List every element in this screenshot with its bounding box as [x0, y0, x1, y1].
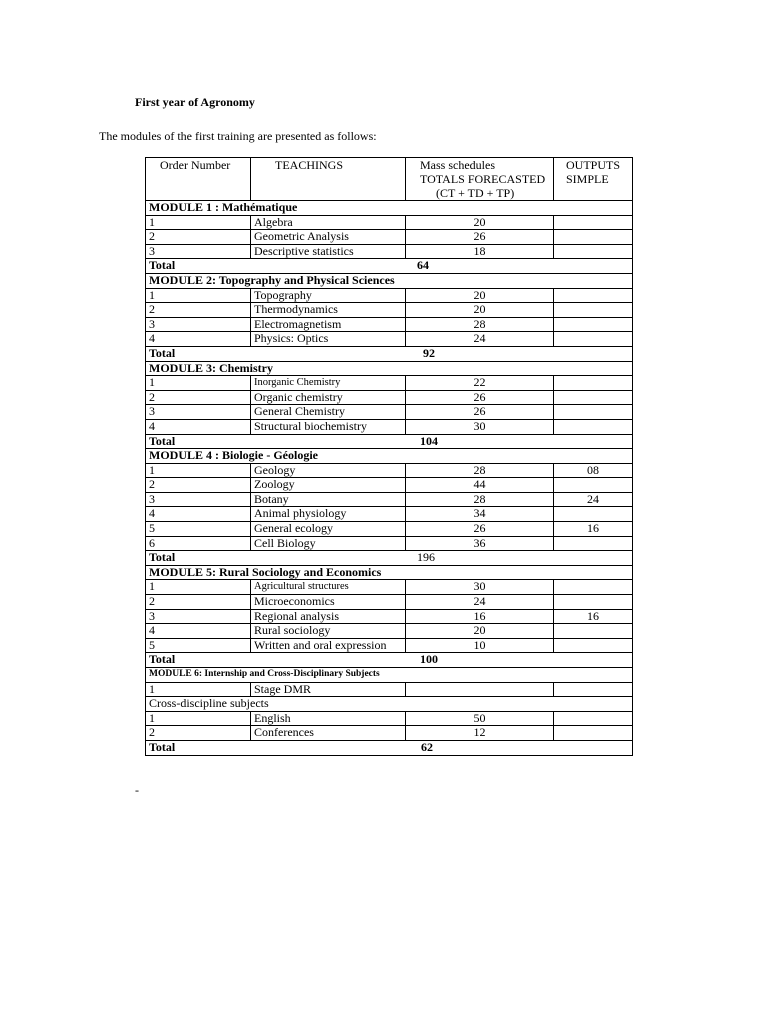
cross-discipline-row: Cross-discipline subjects [146, 697, 633, 712]
module-title-row: MODULE 1 : Mathématique [146, 201, 633, 216]
table-row: 4 Physics: Optics 24 [146, 332, 633, 347]
table-row: 5 General ecology 26 16 [146, 522, 633, 537]
modules-table [145, 157, 633, 756]
table-header-row [146, 158, 633, 201]
header-teachings: TEACHINGS [251, 158, 406, 201]
module-title-row: MODULE 2: Topography and Physical Sciences [146, 273, 633, 288]
header-mass-schedules: Mass schedules TOTALS FORECASTED (CT + TD + TP) [406, 158, 554, 201]
dash-mark: - [135, 783, 139, 797]
table-row: 3 Electromagnetism 28 [146, 317, 633, 332]
table-row: 1 Algebra 20 [146, 215, 633, 230]
table-row: 2 Conferences 12 [146, 726, 633, 741]
module-title-row: MODULE 5: Rural Sociology and Economics [146, 565, 633, 580]
table-row: 6 Cell Biology 36 [146, 536, 633, 551]
table-row: 2 Microeconomics 24 [146, 595, 633, 610]
table-row: 3 Descriptive statistics 18 [146, 244, 633, 259]
total-row: Total 100 [146, 653, 633, 668]
table-row: 3 General Chemistry 26 [146, 405, 633, 420]
table-row: 1 Topography 20 [146, 288, 633, 303]
table-row: 4 Animal physiology 34 [146, 507, 633, 522]
module-title-row: MODULE 4 : Biologie - Géologie [146, 449, 633, 464]
header-outputs: OUTPUTS SIMPLE [554, 158, 633, 201]
module-title-row: MODULE 6: Internship and Cross-Disciplinary Subjects [146, 668, 633, 683]
total-row: Total 62 [146, 740, 633, 755]
table-row: 1 Agricultural structures 30 [146, 580, 633, 595]
intro-text: The modules of the first training are presented as follows: [99, 129, 377, 143]
table-row: 1 Inorganic Chemistry 22 [146, 376, 633, 391]
table-row: 4 Rural sociology 20 [146, 624, 633, 639]
total-row: Total 64 [146, 259, 633, 274]
table-row: 3 Regional analysis 16 16 [146, 609, 633, 624]
total-row: Total 104 [146, 434, 633, 449]
header-order-number: Order Number [146, 158, 251, 201]
page-title: First year of Agronomy [135, 95, 255, 109]
module-title-row: MODULE 3: Chemistry [146, 361, 633, 376]
table-row: 1 Geology 28 08 [146, 463, 633, 478]
table-row: 1 English 50 [146, 711, 633, 726]
table-row: 2 Organic chemistry 26 [146, 390, 633, 405]
table-row: 4 Structural biochemistry 30 [146, 419, 633, 434]
table-row: 3 Botany 28 24 [146, 492, 633, 507]
table-row: 2 Thermodynamics 20 [146, 303, 633, 318]
table-row: 5 Written and oral expression 10 [146, 638, 633, 653]
table-row: 2 Zoology 44 [146, 478, 633, 493]
table-row: 1 Stage DMR [146, 682, 633, 697]
table-row: 2 Geometric Analysis 26 [146, 230, 633, 245]
total-row: Total 196 [146, 551, 633, 566]
total-row: Total 92 [146, 346, 633, 361]
